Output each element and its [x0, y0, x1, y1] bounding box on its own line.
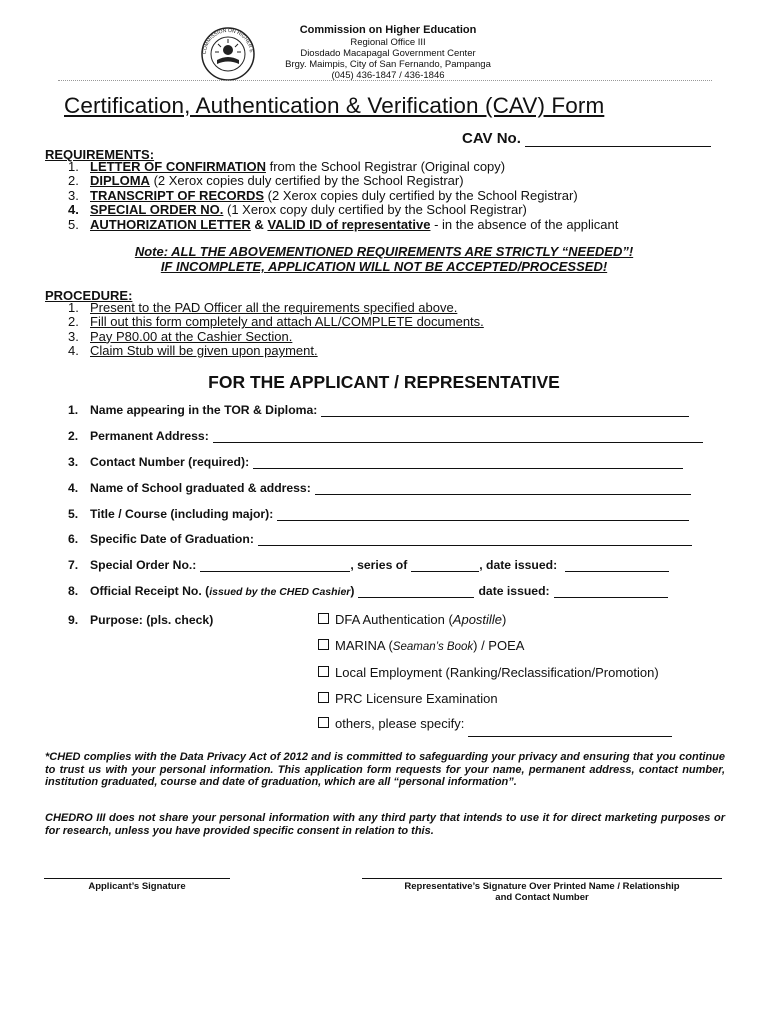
field-name-tor: 1. Name appearing in the TOR & Diploma:: [68, 403, 689, 417]
requirement-item: 1. LETTER OF CONFIRMATION from the School Registrar (Original copy): [68, 159, 506, 174]
requirement-item: 5. AUTHORIZATION LETTER & VALID ID of representative - in the absence of the applicant: [68, 216, 619, 232]
org-name: Commission on Higher Education: [299, 24, 477, 36]
checkbox[interactable]: [318, 692, 329, 703]
field-course: 5. Title / Course (including major):: [68, 507, 689, 521]
applicant-signature[interactable]: [44, 878, 230, 892]
purpose-checklist: [318, 607, 672, 737]
checkbox[interactable]: [318, 717, 329, 728]
procedure-item: 4. Claim Stub will be given upon payment.: [68, 343, 318, 359]
cav-number-label: CAV No.: [462, 130, 521, 147]
representative-signature[interactable]: [362, 878, 722, 903]
requirement-item: 2. DIPLOMA (2 Xerox copies duly certified by the School Registrar): [68, 173, 464, 189]
purpose-option-dfa[interactable]: DFA Authentication (Apostille): [318, 607, 672, 633]
requirement-item: 3. TRANSCRIPT OF RECORDS (2 Xerox copies duly certified by the School Registrar): [68, 187, 578, 203]
procedure-item: 1. Present to the PAD Officer all the requirements specified above.: [68, 300, 458, 315]
checkbox[interactable]: [318, 613, 329, 624]
checkbox[interactable]: [318, 639, 329, 650]
field-label: Name of School graduated & address:: [90, 481, 311, 495]
signature-line: [44, 878, 230, 879]
privacy-notice: *CHED complies with the Data Privacy Act of 2012 and is committed to safeguarding your privacy and ensuring that you continue to trust us with your personal information. This application form requests for your name, permanent address, contact number, institution graduated, course and date of graduation, which are all “personal information”.: [45, 751, 725, 789]
field-purpose: 9. Purpose: (pls. check): [68, 613, 214, 627]
field-label: Specific Date of Graduation:: [90, 532, 254, 546]
purpose-option-marina[interactable]: MARINA (Seaman’s Book) / POEA: [318, 633, 672, 661]
privacy-sharing-notice: CHEDRO III does not share your personal information with any third party that intends to use it for direct marketing purposes or for research, unless you have provided specific consent in relation to this.: [45, 812, 725, 837]
procedure-item: 3. Pay P80.00 at the Cashier Section.: [68, 328, 293, 344]
requirements-note: [40, 244, 728, 274]
note-line-1: Note: ALL THE ABOVEMENTIONED REQUIREMENTS ARE STRICTLY “NEEDED”!: [134, 244, 634, 259]
header-divider: [58, 80, 712, 81]
field-label: Contact Number (required):: [90, 455, 250, 469]
field-label: Official Receipt No. (: [90, 584, 210, 598]
course-input[interactable]: [277, 508, 689, 521]
checkbox[interactable]: [318, 666, 329, 677]
cav-number-field[interactable]: [462, 130, 711, 147]
office-phone: (045) 436-1847 / 436-1846: [331, 70, 445, 81]
contact-number-input[interactable]: [253, 456, 683, 469]
purpose-option-others[interactable]: others, please specify:: [318, 711, 672, 737]
seal-text: COMMISSION ON HIGHER E: [201, 27, 254, 55]
field-school: 4. Name of School graduated & address:: [68, 481, 691, 495]
office-name: Regional Office III: [350, 37, 426, 48]
applicant-section-heading: FOR THE APPLICANT / REPRESENTATIVE: [208, 372, 560, 392]
field-graduation-date: 6. Specific Date of Graduation:: [68, 532, 692, 546]
others-specify-input[interactable]: [468, 724, 672, 737]
permanent-address-input[interactable]: [213, 430, 703, 443]
or-date-issued-input[interactable]: [554, 585, 668, 598]
special-order-input[interactable]: [200, 559, 350, 572]
graduation-date-input[interactable]: [258, 533, 692, 546]
official-receipt-input[interactable]: [358, 585, 474, 598]
field-permanent-address: 2. Permanent Address:: [68, 429, 703, 443]
procedure-list: [68, 301, 484, 359]
name-tor-input[interactable]: [321, 404, 689, 417]
field-label: Special Order No.:: [90, 558, 197, 572]
field-label: Title / Course (including major):: [90, 507, 274, 521]
representative-signature-label: Representative’s Signature Over Printed Name / Relationship: [404, 881, 680, 892]
requirement-item: 4. SPECIAL ORDER NO. (1 Xerox copy duly certified by the School Registrar): [68, 202, 527, 218]
field-label: Purpose: (pls. check): [90, 613, 214, 627]
office-address: Brgy. Maimpis, City of San Fernando, Pampanga: [285, 59, 491, 70]
ched-seal-icon: [200, 26, 256, 82]
form-title: Certification, Authentication & Verification (CAV) Form: [64, 93, 605, 118]
note-line-2: IF INCOMPLETE, APPLICATION WILL NOT BE ACCEPTED/PROCESSED!: [160, 259, 608, 274]
applicant-signature-label: Applicant’s Signature: [88, 881, 186, 892]
field-contact-number: 3. Contact Number (required):: [68, 455, 683, 469]
header: [258, 24, 518, 81]
purpose-option-prc[interactable]: PRC Licensure Examination: [318, 686, 672, 712]
field-label: Name appearing in the TOR & Diploma:: [90, 403, 318, 417]
school-input[interactable]: [315, 482, 691, 495]
series-input[interactable]: [411, 559, 479, 572]
procedure-item: 2. Fill out this form completely and attach ALL/COMPLETE documents.: [68, 314, 484, 330]
so-date-issued-input[interactable]: [565, 559, 669, 572]
representative-signature-label-2: and Contact Number: [495, 892, 589, 903]
field-special-order: 7. Special Order No.: , series of , date issued:: [68, 558, 669, 572]
purpose-option-local-employment[interactable]: Local Employment (Ranking/Reclassification/Promotion): [318, 660, 672, 686]
cav-number-blank[interactable]: [525, 132, 711, 147]
field-official-receipt: 8. Official Receipt No. ( issued by the CHED Cashier ) date issued:: [68, 584, 668, 598]
signature-line: [362, 878, 722, 879]
procedure-heading: PROCEDURE:: [45, 288, 133, 303]
field-label: Permanent Address:: [90, 429, 209, 443]
center-name: Diosdado Macapagal Government Center: [300, 48, 476, 59]
requirements-list: [68, 160, 618, 232]
requirements-heading: REQUIREMENTS:: [45, 147, 155, 162]
